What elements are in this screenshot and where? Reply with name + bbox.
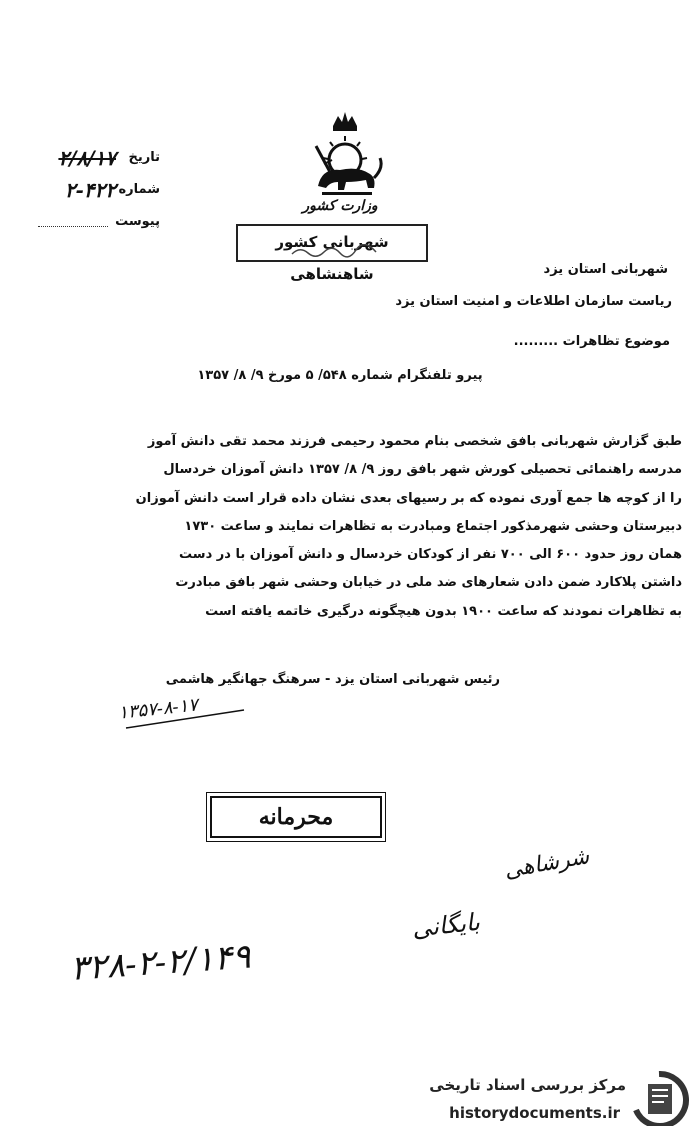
lion-and-sun-emblem-icon [300,108,390,208]
archive-logo-icon [628,1070,690,1126]
body-line: همان روز حدود ۶۰۰ الی ۷۰۰ نفر از کودکان خردسال و دانش آموزان با در دست [179,547,682,563]
attachment-dotted-line [38,226,108,227]
attachment-field [20,212,160,236]
subject-line: موضوع تظاهرات ......... [513,334,670,349]
to-line-text: ریاست سازمان اطلاعات و امنیت استان یزد [395,294,672,309]
signature-underline-icon [120,700,250,740]
to-line [272,294,672,309]
watermark-url[interactable]: historydocuments.ir [449,1104,620,1122]
body-line: طبق گزارش شهربانی بافق شخصی بنام محمود رحیمی فرزند محمد تقی دانش آموز [147,434,682,449]
attachment-label: پیوست [115,214,160,229]
number-value: ۲-۴۲۲ [64,178,116,202]
signature-date: ۱۳۵۷-۸-۱۷ [117,694,199,724]
signer-line: رئیس شهربانی استان یزد - سرهنگ جهانگیر هاشمی [165,672,500,687]
date-field [20,148,160,172]
department-name: شهربانی کشور شاهنشاهی [275,233,389,283]
body-line: دبیرستان وحشی شهرمذکور اجتماع ومبادرت به تظاهرات نمایند و ساعت ۱۷۳۰ [184,518,682,534]
handwritten-file-number: ۳۲۸-۲-۲/۱۴۹ [68,936,252,990]
body-line: به تظاهرات نمودند که ساعت ۱۹۰۰ بدون هیچگونه درگیری خاتمه یافته است [205,603,682,619]
date-value: ۲/۸/۱۷ [58,146,116,170]
subject-label: موضوع [624,334,670,349]
ministry-name: وزارت کشور [302,198,378,214]
letter-body [22,428,682,626]
body-line: را از کوچه ها جمع آوری نموده که بر رسیهای بعدی نشان داده قرار است دانش آموزان [135,490,682,506]
stamp-scribble-icon [290,244,380,258]
subject-text: تظاهرات [562,334,620,349]
confidential-stamp: محرمانه [210,796,382,838]
number-label: شماره [118,182,160,197]
body-line: مدرسه راهنمائی تحصیلی کورش شهر بافق روز ۹/ ۸/ ۱۳۵۷ دانش آموزان خردسال [163,462,682,478]
reference-line: پیرو تلفنگرام شماره ۵۴۸/ ۵ مورخ ۹/ ۸/ ۱۳۵۷ [197,368,483,383]
handwritten-note-top: شرشاهی [502,844,592,884]
handwritten-note-archive: بایگانی [410,907,482,943]
watermark-title: مرکز بررسی اسناد تاریخی [429,1076,626,1094]
body-line: داشتن پلاکارد ضمن دادن شعارهای ضد ملی در خیابان وحشی شهر بافق مبادرت [175,575,682,591]
number-field [20,180,160,204]
date-label: تاریخ [128,150,160,165]
recipient-line: شهربانی استان یزد [543,262,668,277]
